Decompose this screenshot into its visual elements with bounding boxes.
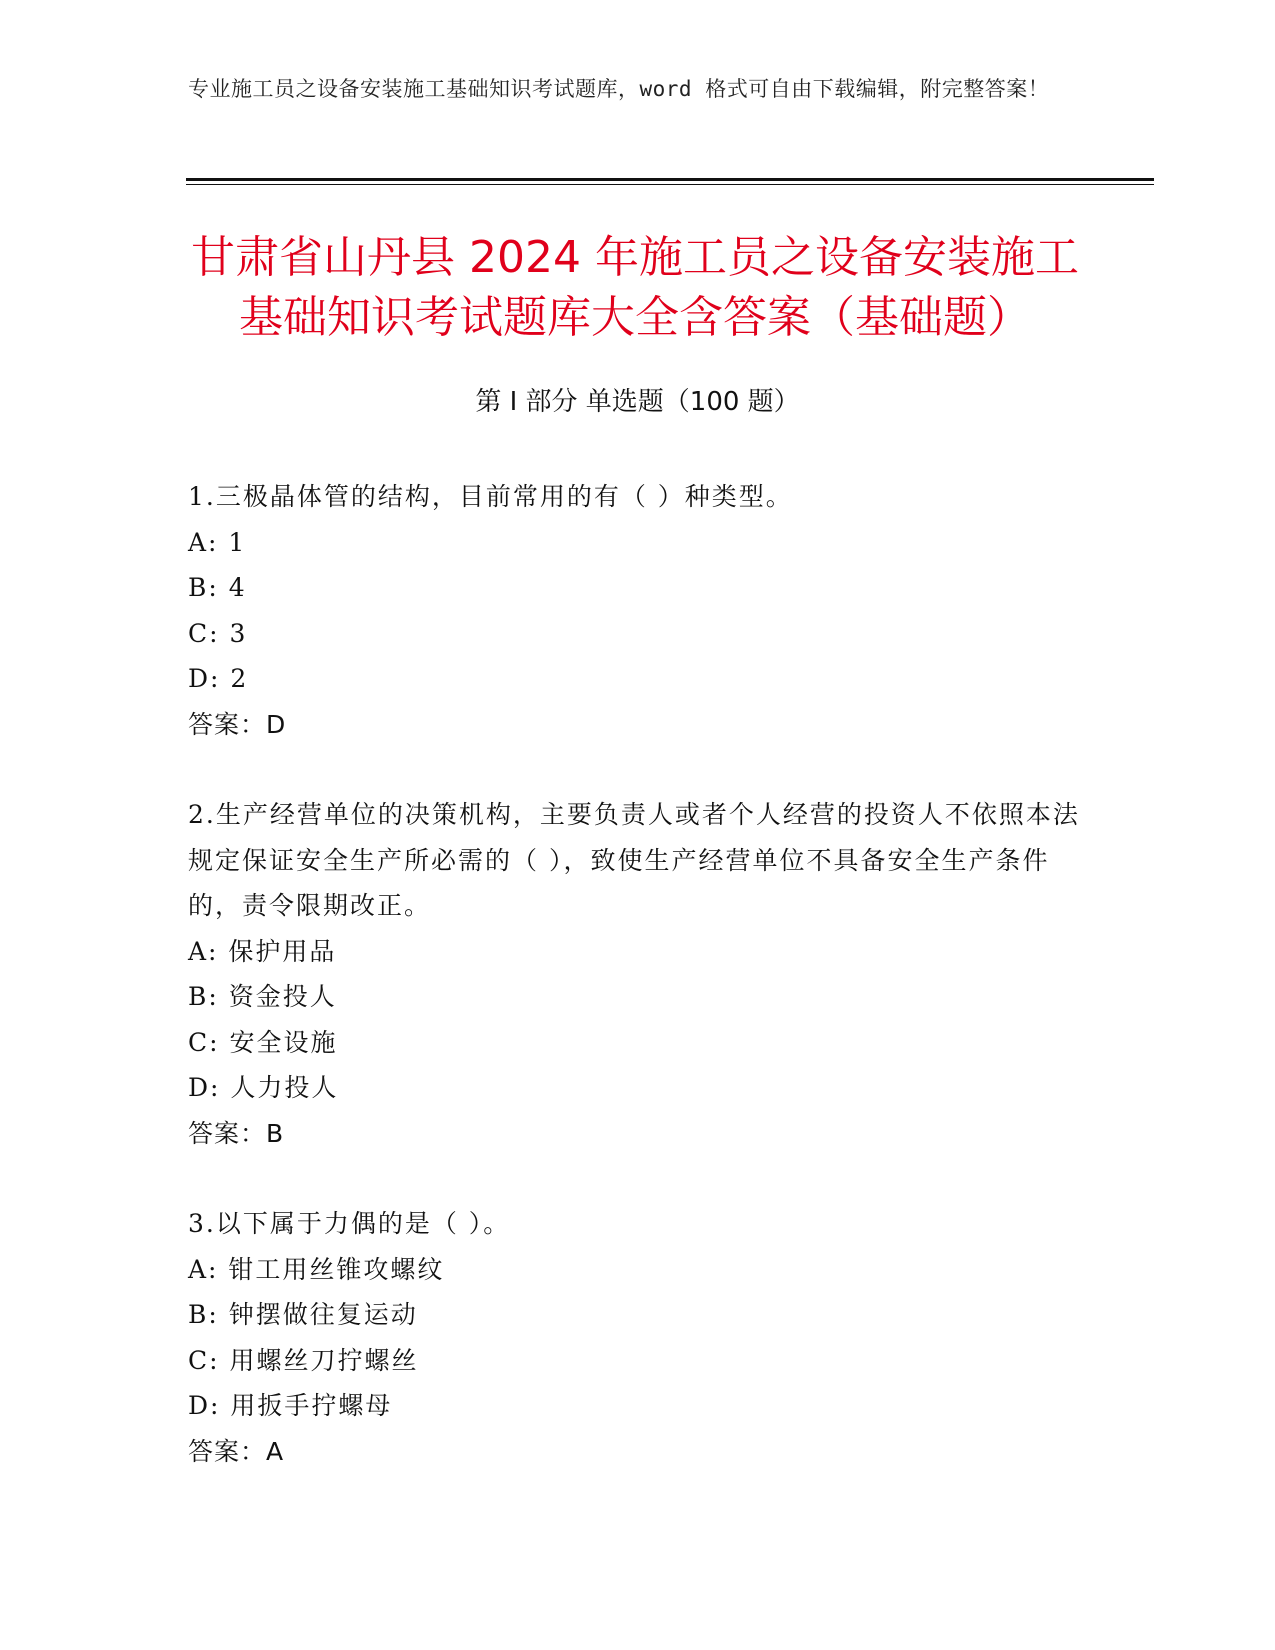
question-list [188,474,1088,1519]
section-title: 第 I 部分 单选题（100 题） [475,387,800,417]
option-b: B: 资金投人 [188,982,337,1011]
option-b: B: 4 [188,573,247,602]
answer: 答案：B [188,1118,285,1148]
question-3 [188,1201,1088,1474]
option-c: C: 3 [188,618,248,648]
option-a: A: 钳工用丝锥攻螺纹 [188,1254,445,1284]
option-d: D: 用扳手拧螺母 [188,1391,393,1420]
header-divider-thick [186,178,1154,181]
option-c: C: 用螺丝刀拧螺丝 [188,1345,419,1375]
question-stem: 2.生产经营单位的决策机构，主要负责人或者个人经营的投资人不依照本法规定保证安全生产所必需的（ ），致使生产经营单位不具备安全生产条件的，责令限期改正。 [188,800,1080,920]
question-2 [188,792,1088,1156]
option-d: D: 人力投人 [188,1073,339,1102]
header-note: 专业施工员之设备安装施工基础知识考试题库，word 格式可自由下载编辑，附完整答案！ [188,77,1050,101]
document-title-line-1: 甘肃省山丹县 2024 年施工员之设备安装施工 [191,232,1079,283]
option-b: B: 钟摆做往复运动 [188,1300,418,1329]
option-a: A: 保护用品 [188,936,337,966]
answer: 答案：D [188,709,287,739]
option-c: C: 安全设施 [188,1027,338,1057]
document-title-line-2: 基础知识考试题库大全含答案（基础题） [239,292,1031,343]
header-divider-thin [186,184,1154,185]
question-1 [188,474,1088,747]
question-stem: 1.三极晶体管的结构，目前常用的有（ ）种类型。 [188,482,793,511]
option-d: D: 2 [188,664,249,693]
answer: 答案：A [188,1436,285,1466]
document-title [160,228,1110,348]
question-stem: 3.以下属于力偶的是（ ）。 [188,1209,511,1238]
option-a: A: 1 [188,527,247,557]
